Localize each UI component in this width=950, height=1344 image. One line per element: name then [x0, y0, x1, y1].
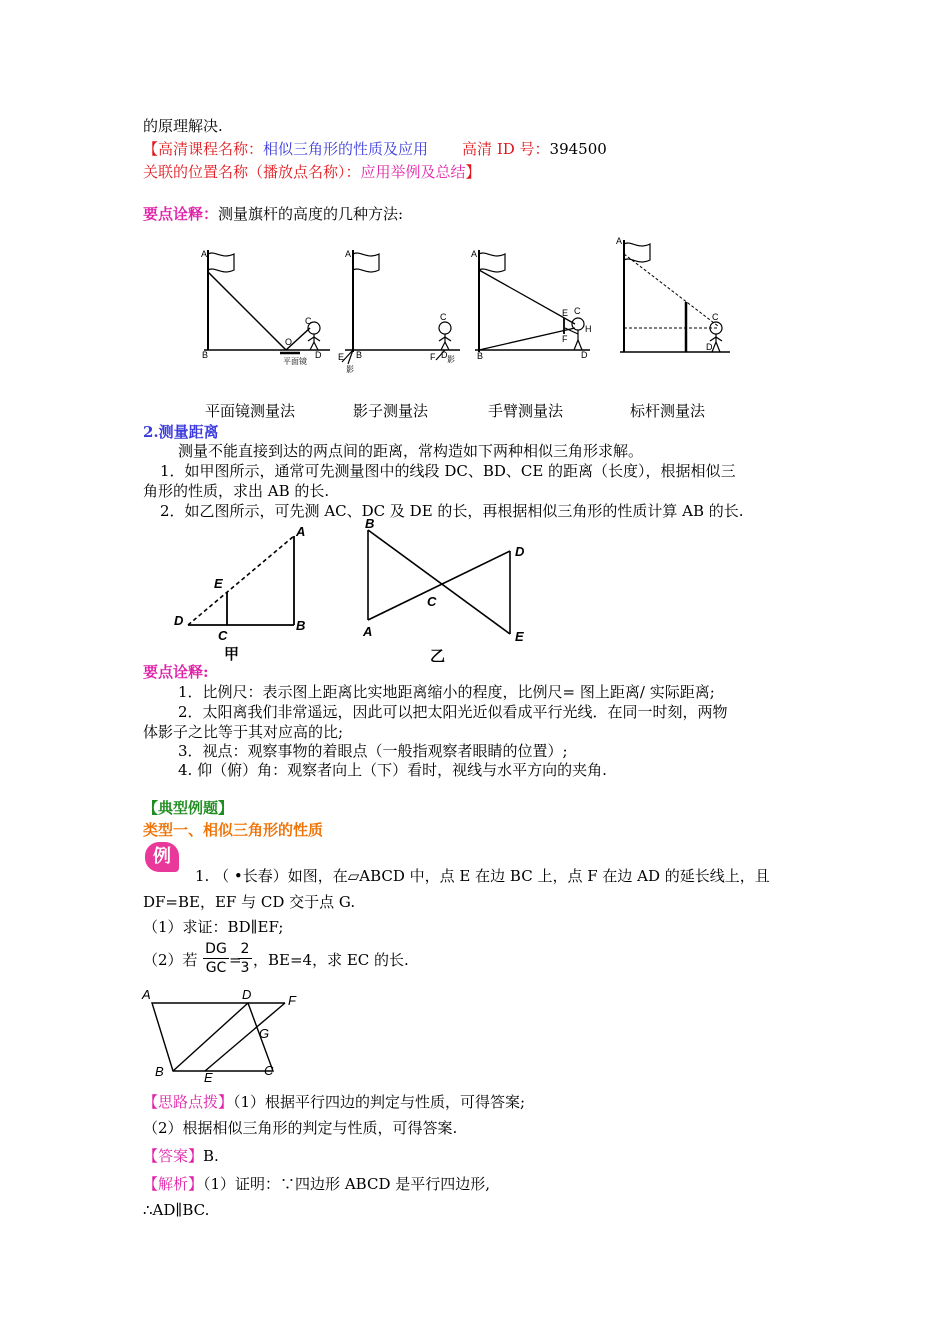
section2-p2: 2．如乙图所示，可先测 AC、DC 及 DE 的长，再根据相似三角形的性质计算 AB 的长. [160, 502, 744, 520]
fraction-1-denominator: GC [205, 960, 227, 976]
mirror-letter-b: B [202, 350, 209, 360]
arm-letter-c: C [574, 306, 581, 316]
mirror-label: 平面镜 [283, 357, 307, 366]
mirror-letter-c: C [305, 316, 312, 326]
caption-shadow: 影子测量法 [353, 402, 429, 420]
notes2-item-3: 3．视点：观察事物的着眼点（一般指观察者眼睛的位置）; [178, 742, 568, 760]
shadow-method-figure [342, 250, 460, 364]
notes1-text: 测量旗杆的高度的几种方法: [218, 205, 404, 223]
mirror-letter-d: D [315, 350, 322, 360]
intro-line: 的原理解决. [143, 117, 223, 135]
shadow-letter-e: E [338, 352, 345, 362]
examples-heading: 【典型例题】 [143, 799, 234, 817]
para-letter-c: C [264, 1063, 274, 1078]
pole-letter-c: C [712, 312, 719, 322]
hint-label: 【思路点拨】 [143, 1093, 234, 1111]
arm-letter-a: A [471, 249, 478, 259]
course-id-label: 高清 ID 号： [462, 140, 550, 158]
example-badge: 例 [145, 842, 179, 872]
yi-letter-a: A [363, 624, 373, 639]
answer-label: 【答案】 [143, 1147, 204, 1165]
notes2-item-2-cont: 体影子之比等于其对应高的比; [143, 723, 344, 741]
fraction-equals: = [229, 951, 242, 969]
shadow-letter-b: B [356, 350, 363, 360]
notes2-label: 要点诠释: [143, 663, 209, 681]
course-position: 应用举例及总结 [360, 163, 466, 181]
question-2-prefix: （2）若 [143, 951, 198, 969]
answer-value: B. [203, 1147, 219, 1165]
arm-method-figure [475, 250, 590, 352]
figure-yi-lines [368, 530, 510, 634]
notes2-item-1: 1．比例尺：表示图上距离比实地距离缩小的程度，比例尺= 图上距离/ 实际距离; [178, 683, 715, 701]
fraction-1-numerator: DG [203, 940, 229, 959]
course-name-label: 高清课程名称： [158, 140, 264, 158]
section2-p1a: 1．如甲图所示，通常可先测量图中的线段 DC、BD、CE 的距离（长度），根据相似三 [160, 462, 736, 480]
jia-letter-a: A [296, 524, 306, 539]
analysis-line-1 [143, 1174, 490, 1194]
section2-p0: 测量不能直接到达的两点间的距离，常构造如下两种相似三角形求解。 [178, 442, 644, 460]
jia-letter-b: B [296, 618, 306, 633]
mirror-method-figure [204, 250, 330, 353]
figure-yi [355, 516, 535, 662]
yi-letter-c: C [427, 594, 437, 609]
pole-letter-a: A [616, 236, 623, 246]
shadow-letter-c: C [440, 312, 447, 322]
pole-letter-d: D [706, 342, 713, 352]
jia-letter-c: C [218, 628, 228, 643]
para-letter-a: A [142, 987, 151, 1002]
jia-letter-e: E [214, 576, 223, 591]
fraction-2-denominator: 3 [240, 960, 250, 976]
jia-letter-d: D [174, 613, 184, 628]
course-name-line [143, 139, 607, 159]
analysis-line-2: ∴AD∥BC. [143, 1201, 210, 1219]
course-position-label: 关联的位置名称（播放点名称）： [143, 163, 361, 181]
section2-title: 2.测量距离 [143, 423, 219, 441]
arm-letter-h: H [585, 324, 592, 334]
shadow-letter-f: F [430, 352, 436, 362]
shadow-letter-d: D [441, 350, 448, 360]
arm-letter-e: E [562, 308, 569, 318]
notes2-item-2: 2．太阳离我们非常遥远，因此可以把太阳光近似看成平行光线．在同一时刻，两物 [178, 703, 728, 721]
jia-caption: 甲 [224, 646, 240, 662]
problem-line-2: DF=BE，EF 与 CD 交于点 G. [143, 893, 356, 911]
para-letter-f: F [288, 993, 296, 1008]
caption-mirror: 平面镜测量法 [205, 402, 296, 420]
fraction-2-numerator: 2 [238, 940, 252, 959]
arm-letter-d: D [581, 350, 588, 360]
figure-jia-lines [188, 536, 294, 625]
type1-heading: 类型一、相似三角形的性质 [143, 821, 324, 839]
question-1: （1）求证：BD∥EF; [143, 918, 284, 936]
course-bracket-close: 】 [465, 163, 481, 181]
fraction-two-thirds [238, 940, 252, 977]
analysis-label: 【解析】 [143, 1175, 204, 1193]
hint-line-2: （2）根据相似三角形的判定与性质，可得答案. [143, 1119, 458, 1137]
course-position-line [143, 162, 481, 182]
problem-line-1: 1. （ •长春）如图，在▱ABCD 中，点 E 在边 BC 上，点 F 在边 AD 的延长线上，且 [195, 867, 770, 885]
hint-line-1 [143, 1092, 525, 1112]
shadow-label-1: 影 [346, 365, 354, 374]
question-2-suffix: ，BE=4，求 EC 的长. [253, 951, 409, 969]
hint-1: （1）根据平行四边的判定与性质，可得答案; [233, 1093, 526, 1111]
caption-pole: 标杆测量法 [630, 402, 706, 420]
pole-method-figure [620, 240, 730, 352]
course-id: 394500 [549, 140, 607, 158]
parallelogram-figure [140, 985, 310, 1087]
shadow-letter-a: A [345, 249, 352, 259]
para-letter-b: B [155, 1064, 164, 1079]
arm-letter-f: F [562, 334, 568, 344]
course-name: 相似三角形的性质及应用 [263, 140, 429, 158]
yi-letter-e: E [515, 629, 524, 644]
figure-jia [170, 522, 320, 662]
caption-arm: 手臂测量法 [488, 402, 564, 420]
para-letter-e: E [204, 1070, 213, 1085]
yi-letter-b: B [365, 516, 375, 531]
notes1-label: 要点诠释： [143, 205, 219, 223]
shadow-label-2: 影 [447, 355, 455, 364]
mirror-letter-a: A [201, 249, 208, 259]
yi-letter-d: D [515, 544, 525, 559]
answer-line [143, 1146, 219, 1166]
section2-p1b: 角形的性质，求出 AB 的长. [143, 482, 330, 500]
fraction-dg-gc [203, 940, 229, 977]
course-bracket-open: 【 [143, 140, 159, 158]
analysis-1: （1）证明：∵四边形 ABCD 是平行四边形, [203, 1175, 491, 1193]
notes2-item-4: 4. 仰（俯）角：观察者向上（下）看时，视线与水平方向的夹角. [178, 761, 607, 779]
arm-letter-b: B [477, 351, 484, 361]
yi-caption: 乙 [430, 648, 446, 662]
mirror-letter-o: O [285, 337, 293, 347]
flagpole-figures [190, 232, 750, 377]
para-letter-d: D [242, 987, 252, 1002]
notes1-line [143, 204, 403, 224]
para-letter-g: G [259, 1026, 270, 1041]
